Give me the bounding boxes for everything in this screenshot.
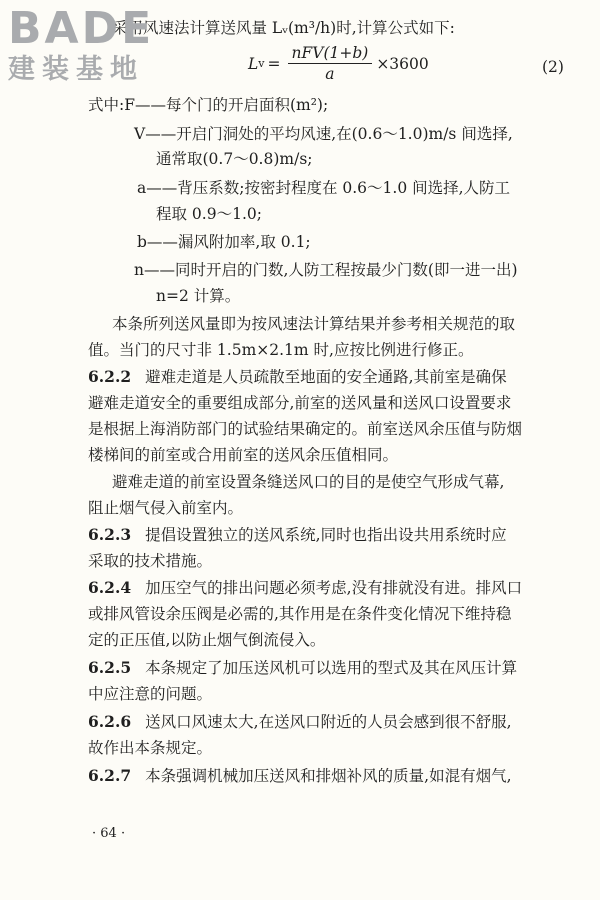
formula-equals: =: [267, 54, 281, 73]
logo-subtitle: 建装基地: [8, 54, 144, 85]
section-627-line: 6.2.7 本条强调机械加压送风和排烟补风的质量,如混有烟气,: [88, 766, 512, 785]
where-b-line: b——漏风附加率,取 0.1;: [137, 233, 311, 251]
intro-line: 采用风速法计算送风量 Lᵥ(m³/h)时,计算公式如下:: [112, 19, 455, 37]
formula-factor: ×3600: [376, 54, 429, 73]
para-line: 避难走道安全的重要组成部分,前室的送风量和送风口设置要求: [88, 394, 512, 412]
para-line: 楼梯间的前室或合用前室的送风余压值相同。: [88, 446, 399, 464]
equation-number: (2): [542, 58, 564, 76]
section-number: 6.2.7: [88, 766, 132, 785]
section-625-line: 6.2.5 本条规定了加压送风机可以选用的型式及其在风压计算: [88, 658, 518, 677]
section-number: 6.2.2: [88, 367, 132, 386]
where-n-line: n——同时开启的门数,人防工程按最少门数(即一进一出): [134, 261, 518, 279]
section-number: 6.2.3: [88, 525, 132, 544]
section-626-line: 6.2.6 送风口风速太大,在送风口附近的人员会感到很不舒服,: [88, 712, 512, 731]
where-a-line: a——背压系数;按密封程度在 0.6～1.0 间选择,人防工: [137, 179, 511, 197]
para-line: 本条所列送风量即为按风速法计算结果并参考相关规范的取: [112, 315, 516, 333]
where-v-cont: 通常取(0.7～0.8)m/s;: [156, 150, 313, 168]
formula-fraction: [288, 44, 373, 83]
section-number: 6.2.4: [88, 578, 132, 597]
para-line: 值。当门的尺寸非 1.5m×2.1m 时,应按比例进行修正。: [88, 341, 474, 359]
formula-numerator: nFV(1+b): [288, 44, 373, 64]
where-f-line: 式中:F——每个门的开启面积(m²);: [88, 96, 329, 114]
para-line: 采取的技术措施。: [88, 552, 213, 570]
para-line: 故作出本条规定。: [88, 739, 213, 757]
logo-wordmark: BADE: [8, 3, 155, 54]
para-line: 阻止烟气侵入前室内。: [88, 499, 244, 517]
page-number: · 64 ·: [92, 826, 126, 841]
section-number: 6.2.6: [88, 712, 132, 731]
formula: [248, 44, 429, 83]
para-line: 是根据上海消防部门的试验结果确定的。前室送风余压值与防烟: [88, 420, 523, 438]
para-line: 或排风管设余压阀是必需的,其作用是在条件变化情况下维持稳: [88, 605, 512, 623]
para-line: 定的正压值,以防止烟气倒流侵入。: [88, 631, 326, 649]
where-n-cont: n=2 计算。: [156, 287, 241, 305]
section-624-line: 6.2.4 加压空气的排出问题必须考虑,没有排就没有进。排风口: [88, 578, 523, 597]
where-a-cont: 程取 0.9～1.0;: [156, 205, 262, 223]
section-number: 6.2.5: [88, 658, 132, 677]
formula-lhs-subscript: v: [258, 57, 265, 70]
para-line: 中应注意的问题。: [88, 685, 213, 703]
para-line: 避难走道的前室设置条缝送风口的目的是使空气形成气幕,: [112, 473, 505, 491]
formula-lhs: L: [248, 54, 259, 73]
where-v-line: V——开启门洞处的平均风速,在(0.6～1.0)m/s 间选择,: [134, 125, 513, 143]
section-622-line: 6.2.2 避难走道是人员疏散至地面的安全通路,其前室是确保: [88, 367, 507, 386]
formula-denominator: a: [325, 65, 335, 83]
section-623-line: 6.2.3 提倡设置独立的送风系统,同时也指出设共用系统时应: [88, 525, 507, 544]
watermark-logo: [8, 4, 168, 86]
